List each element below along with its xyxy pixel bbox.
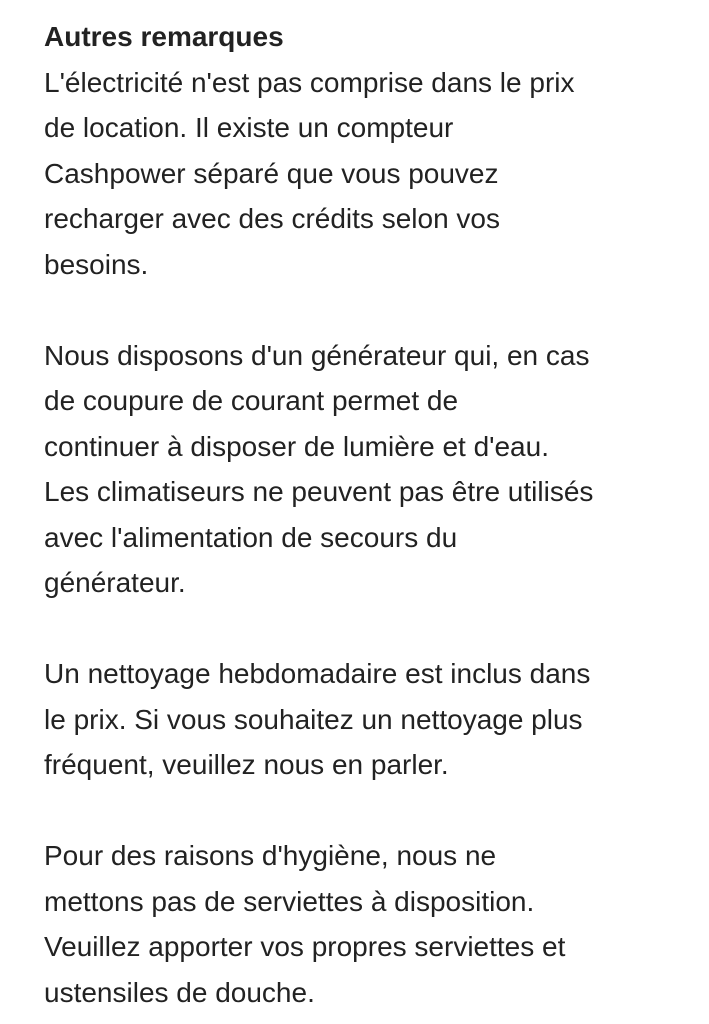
paragraph-gap [44, 788, 684, 834]
paragraph-gap [44, 606, 684, 652]
section-title: Autres remarques [44, 21, 284, 52]
paragraph-towels: Pour des raisons d'hygiène, nous ne mettons pas de serviettes à disposition. Veuillez apporter vos propres serviettes et ustensiles de douche. [44, 840, 566, 1008]
paragraph-generator: Nous disposons d'un générateur qui, en cas de coupure de courant permet de continuer à disposer de lumière et d'eau. Les climatiseurs ne peuvent pas être utilisés avec l'alimentation de secours du générateur. [44, 339, 594, 598]
paragraph-electricity: L'électricité n'est pas comprise dans le prix de location. Il existe un compteur Cashpower séparé que vous pouvez recharger avec des crédits selon vos besoins. [44, 66, 575, 280]
other-remarks-section [44, 14, 684, 1015]
paragraph-gap [44, 287, 684, 333]
paragraph-cleaning: Un nettoyage hebdomadaire est inclus dans le prix. Si vous souhaitez un nettoyage plus fréquent, veuillez nous en parler. [44, 658, 591, 780]
